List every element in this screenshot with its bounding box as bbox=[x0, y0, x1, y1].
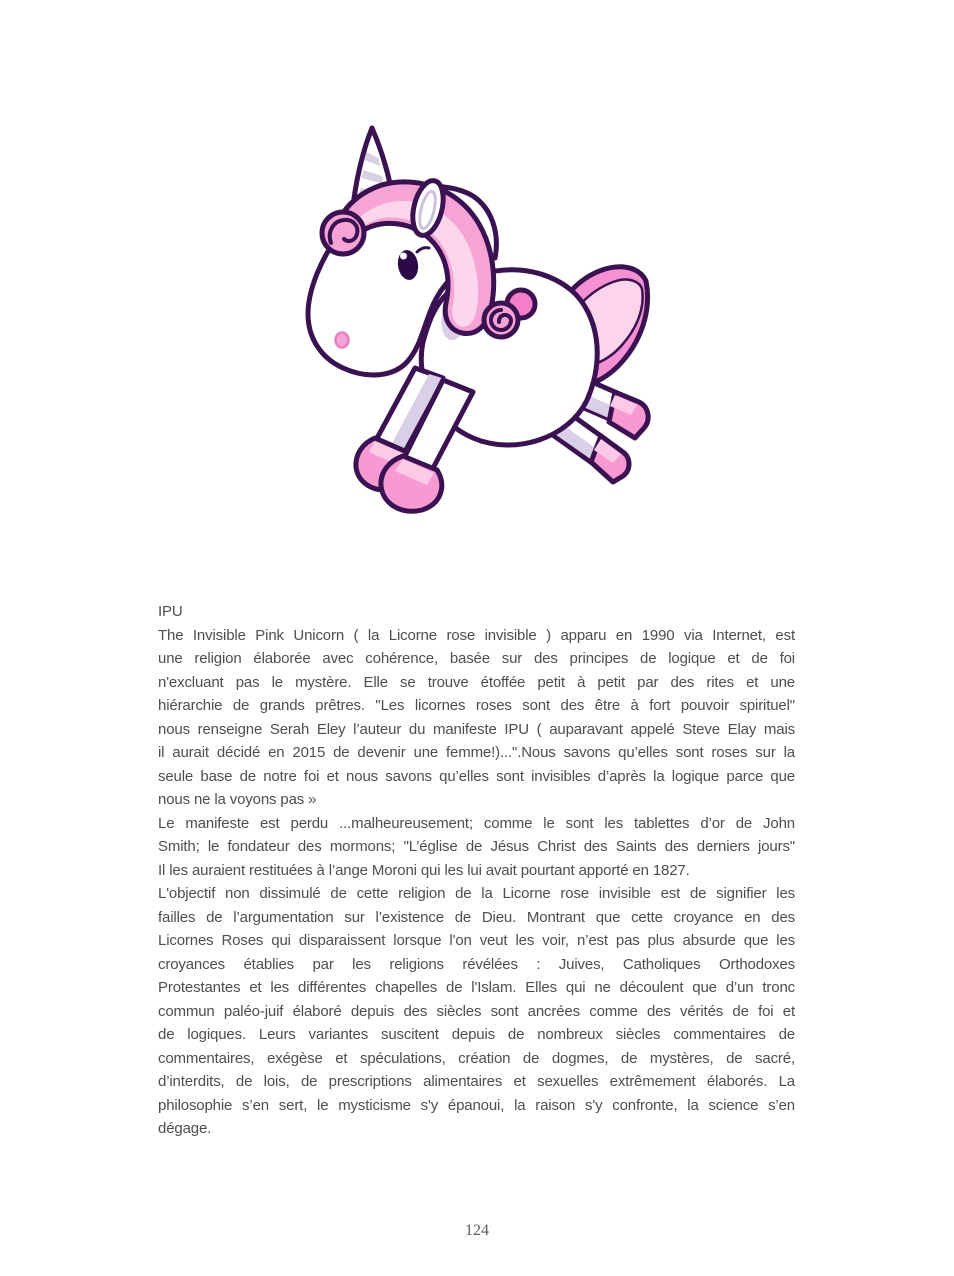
text-line: n'excluant pas le mystère. Elle se trouve étoffée petit à petit par des rites et une bbox=[158, 673, 795, 691]
text-line: philosophie s’en sert, le mysticisme s'y épanoui, la raison s'y confronte, la science s’en bbox=[158, 1096, 795, 1114]
text-line: Il les auraient restituées à l’ange Moroni qui les lui avait pourtant apporté en 1827. bbox=[158, 861, 690, 879]
text-line: Le manifeste est perdu ...malheureusement; comme le sont les tablettes d’or de John bbox=[158, 814, 795, 832]
unicorn-drawing bbox=[308, 128, 648, 511]
text-line: The Invisible Pink Unicorn ( la Licorne rose invisible ) apparu en 1990 via Internet, est bbox=[158, 626, 795, 644]
page-number: 124 bbox=[465, 1222, 489, 1239]
text-line: IPU bbox=[158, 603, 183, 620]
text-line: nous renseigne Serah Eley l’auteur du manifeste IPU ( auparavant appelé Steve Elay mais bbox=[158, 720, 795, 738]
text-line: failles de l’argumentation sur l’existence de Dieu. Montrant que cette croyance en des bbox=[158, 908, 795, 926]
paragraph bbox=[158, 882, 795, 1141]
text-line: Licornes Roses qui disparaissent lorsque l'on veut les voir, n’est pas plus absurde que les bbox=[158, 932, 795, 949]
paragraph bbox=[158, 600, 795, 624]
text-line: dégage. bbox=[158, 1120, 212, 1137]
text-line: L'objectif non dissimulé de cette religion de la Licorne rose invisible est de signifier les bbox=[158, 885, 795, 902]
text-line: d’interdits, de lois, de prescriptions alimentaires et sexuelles extrêmement élaborés. La bbox=[158, 1073, 795, 1090]
text-line: de logiques. Leurs variantes suscitent depuis de nombreux siècles commentaires de bbox=[158, 1026, 795, 1043]
unicorn-front-legs bbox=[356, 368, 473, 511]
text-line: Protestantes et les différentes chapelles de l'Islam. Elles qui ne découlent que d’un tronc bbox=[158, 979, 795, 996]
paragraph bbox=[158, 624, 795, 812]
text-line: commun paléo-juif élaboré depuis des siècles sont ancrées comme des vérités de foi et bbox=[158, 1002, 795, 1020]
unicorn-illustration bbox=[295, 112, 660, 517]
text-line: nous ne la voyons pas » bbox=[158, 791, 317, 808]
text-line: croyances établies par les religions révélées : Juives, Catholiques Orthodoxes bbox=[158, 955, 795, 973]
text-line: Smith; le fondateur des mormons; "L’église de Jésus Christ des Saints des derniers jours" bbox=[158, 838, 795, 855]
paragraph bbox=[158, 812, 795, 883]
text-line: hiérarchie de grands prêtres. "Les licornes roses sont des être à fort pouvoir spirituel" bbox=[158, 697, 795, 714]
body-text bbox=[158, 600, 795, 1141]
text-line: seule base de notre foi et nous savons qu’elles sont invisibles d’après la logique parce que bbox=[158, 767, 795, 785]
unicorn-nostril bbox=[336, 333, 349, 348]
text-line: commentaires, exégèse et spéculations, création de dogmes, de mystères, de sacré, bbox=[158, 1049, 795, 1067]
text-line: une religion élaborée avec cohérence, basée sur des principes de logique et de foi bbox=[158, 650, 795, 667]
text-line: il aurait décidé en 2015 de devenir une femme!)...".Nous savons qu’elles sont roses sur la bbox=[158, 744, 795, 761]
